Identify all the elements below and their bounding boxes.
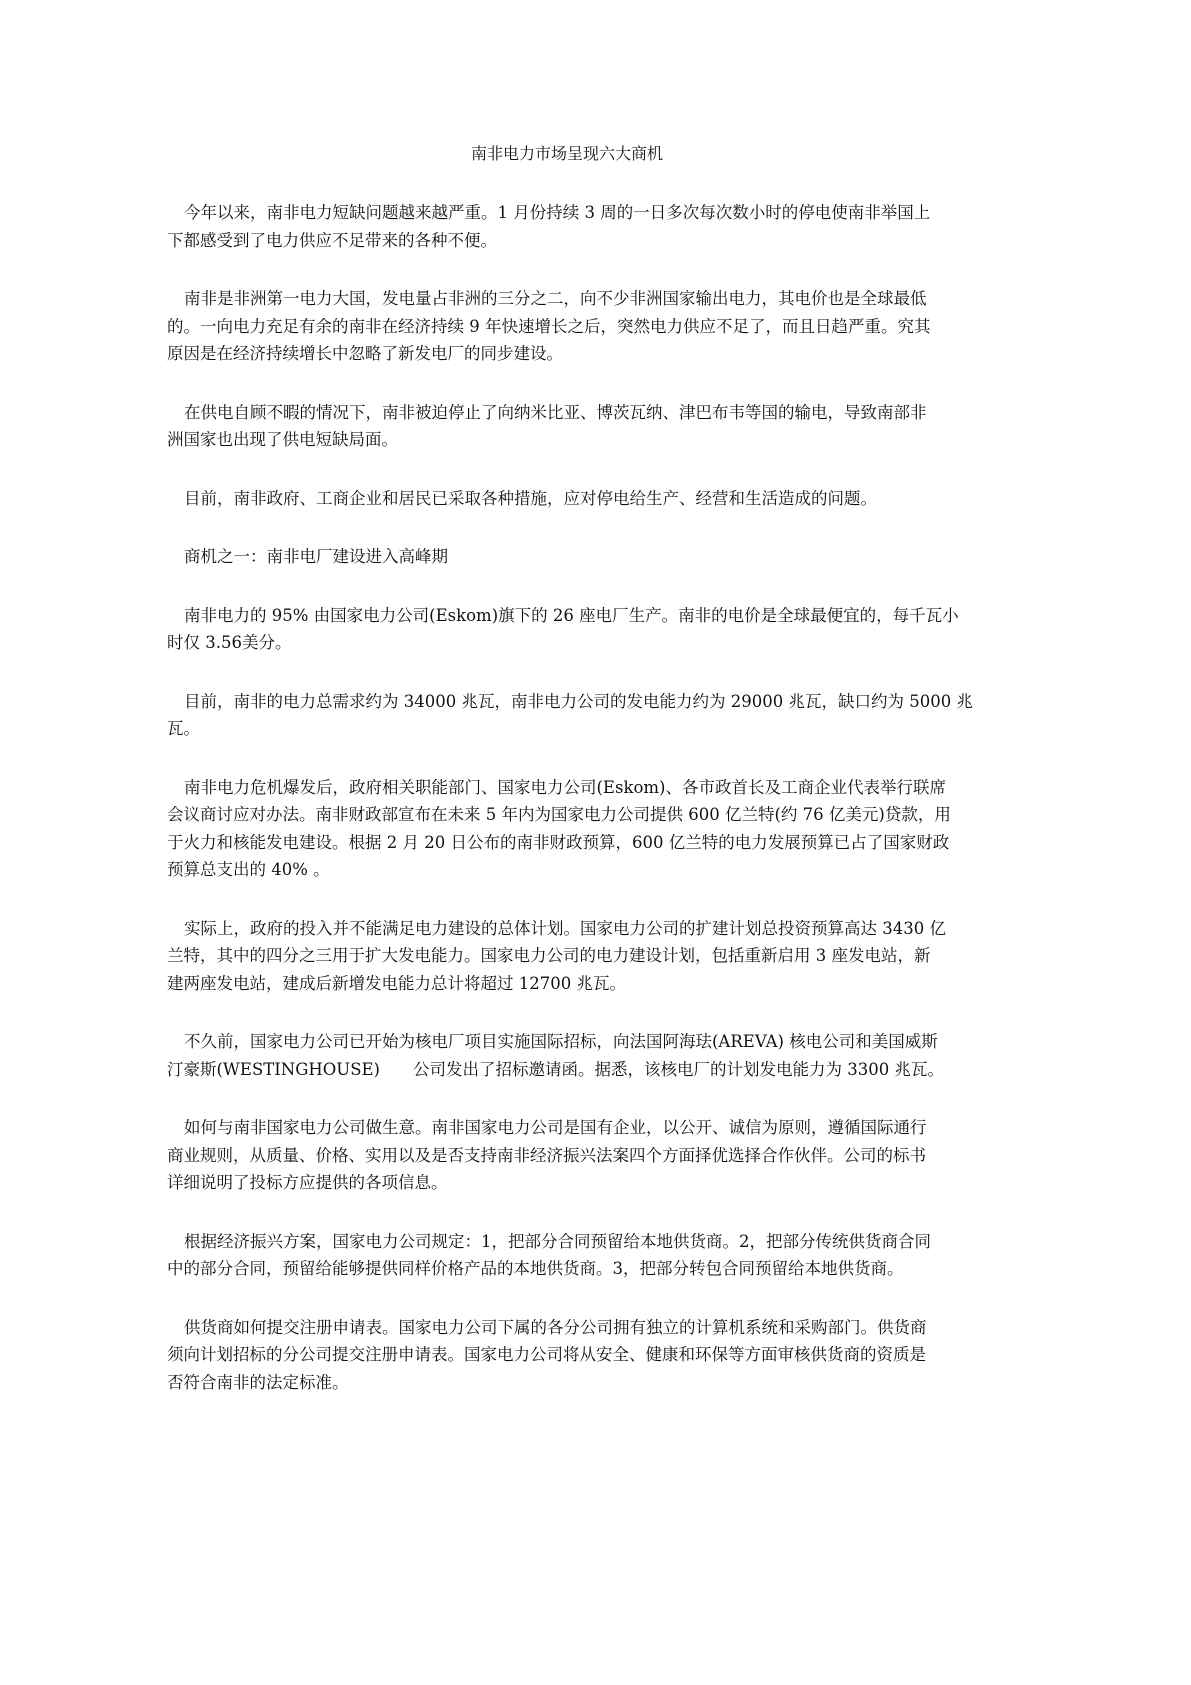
paragraph-line: 会议商讨应对办法。南非财政部宣布在未来 5 年内为国家电力公司提供 600 亿兰特(约 76 亿美元)贷款，用 — [167, 805, 951, 824]
paragraph-line: 实际上，政府的投入并不能满足电力建设的总体计划。国家电力公司的扩建计划总投资预算高达 3430 亿 — [184, 918, 946, 938]
paragraph — [167, 285, 957, 368]
paragraph-line: 根据经济振兴方案，国家电力公司规定：1，把部分合同预留给本地供货商。2，把部分传统供货商合同 — [184, 1231, 931, 1251]
paragraph — [167, 485, 957, 513]
paragraph-line: 时仅 3.56美分。 — [167, 633, 292, 652]
paragraph-line: 南非是非洲第一电力大国，发电量占非洲的三分之二，向不少非洲国家输出电力，其电价也是全球最低 — [184, 289, 927, 308]
paragraph-line: 供货商如何提交注册申请表。国家电力公司下属的各分公司拥有独立的计算机系统和采购部门。供货商 — [184, 1317, 927, 1337]
paragraph — [167, 774, 957, 884]
paragraph-line: 在供电自顾不暇的情况下，南非被迫停止了向纳米比亚、博茨瓦纳、津巴布韦等国的输电，导致南部非 — [184, 402, 927, 422]
paragraph-line: 否符合南非的法定标准。 — [167, 1372, 349, 1392]
paragraph-line: 中的部分合同，预留给能够提供同样价格产品的本地供货商。3，把部分转包合同预留给本地供货商。 — [167, 1259, 904, 1278]
paragraph-line: 商机之一：南非电厂建设进入高峰期 — [184, 547, 448, 566]
paragraph-line: 目前，南非的电力总需求约为 34000 兆瓦，南非电力公司的发电能力约为 29000 兆瓦，缺口约为 5000 兆 — [184, 691, 973, 711]
paragraph-line: 原因是在经济持续增长中忽略了新发电厂的同步建设。 — [167, 344, 563, 363]
paragraph-line: 如何与南非国家电力公司做生意。南非国家电力公司是国有企业，以公开、诚信为原则，遵循国际通行 — [184, 1118, 927, 1137]
paragraph — [167, 399, 957, 454]
paragraph-line: 须向计划招标的分公司提交注册申请表。国家电力公司将从安全、健康和环保等方面审核供货商的资质是 — [167, 1345, 926, 1364]
paragraph-line: 洲国家也出现了供电短缺局面。 — [167, 430, 398, 449]
paragraph-line: 南非电力的 95% 由国家电力公司(Eskom)旗下的 26 座电厂生产。南非的电价是全球最便宜的，每千瓦小 — [184, 605, 959, 625]
paragraph-line: 于火力和核能发电建设。根据 2 月 20 日公布的南非财政预算，600 亿兰特的电力发展预算已占了国家财政 — [167, 832, 950, 852]
paragraph — [167, 1028, 957, 1083]
paragraph-line: 建两座发电站，建成后新增发电能力总计将超过 12700 兆瓦。 — [167, 973, 626, 993]
paragraph-line: 目前，南非政府、工商企业和居民已采取各种措施，应对停电给生产、经营和生活造成的问题。 — [184, 488, 877, 508]
paragraph-line: 南非电力危机爆发后，政府相关职能部门、国家电力公司(Eskom)、各市政首长及工商企业代表举行联席 — [184, 777, 946, 797]
paragraph-line: 的。一向电力充足有余的南非在经济持续 9 年快速增长之后，突然电力供应不足了，而且日趋严重。究其 — [167, 316, 931, 336]
paragraph-line: 今年以来，南非电力短缺问题越来越严重。1 月份持续 3 周的一日多次每次数小时的停电使南非举国上 — [184, 203, 931, 222]
paragraph — [167, 1228, 957, 1283]
paragraph — [167, 1314, 957, 1397]
paragraph-line: 详细说明了投标方应提供的各项信息。 — [167, 1173, 448, 1192]
paragraph-line: 汀豪斯(WESTINGHOUSE) 公司发出了招标邀请函。据悉，该核电厂的计划发电能力为 3300 兆瓦。 — [167, 1059, 944, 1079]
paragraph-line: 瓦。 — [167, 719, 200, 738]
paragraph-line: 不久前，国家电力公司已开始为核电厂项目实施国际招标，向法国阿海珐(AREVA) 核电公司和美国威斯 — [184, 1032, 938, 1051]
paragraph-line: 商业规则，从质量、价格、实用以及是否支持南非经济振兴法案四个方面择优选择合作伙伴。公司的标书 — [167, 1145, 926, 1165]
document-body — [167, 199, 973, 1396]
paragraph — [167, 915, 957, 998]
document-title: 南非电力市场呈现六大商机 — [470, 144, 663, 163]
paragraph — [167, 1114, 957, 1197]
paragraph — [167, 199, 957, 254]
paragraph-line: 下都感受到了电力供应不足带来的各种不便。 — [167, 230, 497, 250]
paragraph — [167, 543, 957, 571]
document-page — [167, 140, 973, 1427]
paragraph — [167, 602, 957, 657]
paragraph-line: 预算总支出的 40% 。 — [167, 860, 330, 879]
paragraph-line: 兰特，其中的四分之三用于扩大发电能力。国家电力公司的电力建设计划，包括重新启用 3 座发电站，新 — [167, 946, 931, 965]
paragraph — [167, 688, 973, 743]
